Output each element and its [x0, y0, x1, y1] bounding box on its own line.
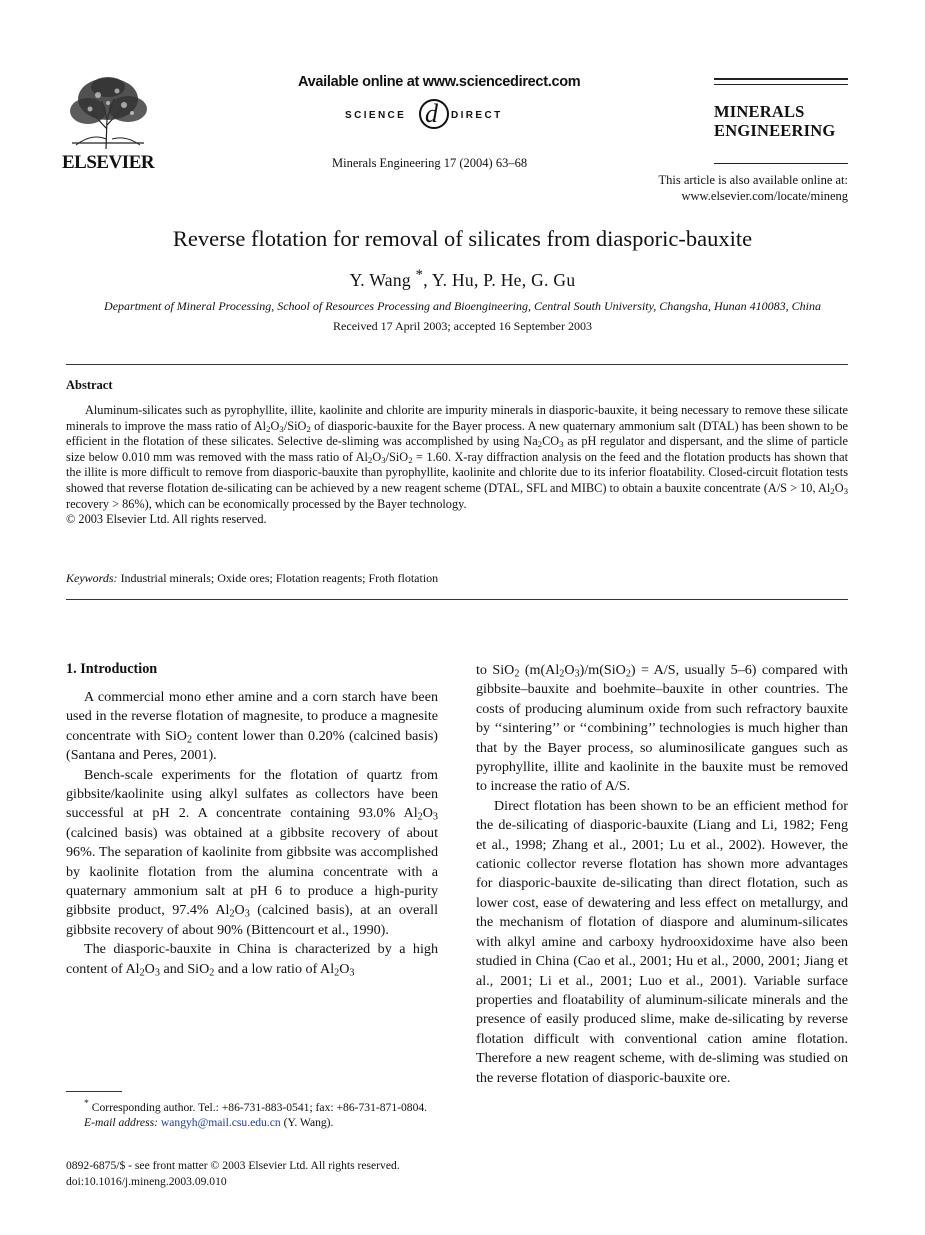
- also-available-note: [658, 173, 848, 204]
- footnote-corresponding: * Corresponding author. Tel.: +86-731-883-0541; fax: +86-731-871-0804.: [84, 1098, 428, 1114]
- left-column: [66, 688, 438, 979]
- publisher-name: ELSEVIER: [62, 152, 155, 173]
- also-available-line1: This article is also available online at:: [658, 173, 848, 187]
- email-link[interactable]: wangyh@mail.csu.edu.cn: [160, 1116, 281, 1130]
- sciencedirect-logo: [345, 96, 523, 132]
- footnote: [66, 1096, 438, 1131]
- author-1: Y. Wang: [349, 269, 411, 290]
- sd-right-text: DIRECT: [451, 110, 503, 121]
- authors-rest: , Y. Hu, P. He, G. Gu: [423, 269, 576, 290]
- abstract-rule-bottom: [66, 599, 848, 600]
- front-matter-info: [66, 1158, 400, 1189]
- also-available-url[interactable]: www.elsevier.com/locate/mineng: [681, 188, 848, 203]
- abstract-copyright: © 2003 Elsevier Ltd. All rights reserved.: [66, 512, 267, 527]
- corresponding-author-mark[interactable]: *: [415, 267, 424, 283]
- paragraph-3: The diasporic-bauxite in China is characterized by a high content of $Al_2O_3$ and SiO$_2$ and a low ratio of $Al_2O_3$: [66, 941, 438, 979]
- available-online-banner: Available online at www.sciencedirect.com: [298, 74, 581, 90]
- paragraph-3-continued: to SiO$_2$ ($m(Al_2O_3)/m(SiO_2) = A/S$, usually 5–6) compared with gibbsite–bauxite and boehmite–bauxite in other countries. The costs of producing aluminum oxide from such refractory bauxite by ‘‘sintering’’ or ‘‘combining’’ technologies is much higher than that by the Bayer process, so aluminosilicate gangues such as pyrophyllite, illite and kaolinite in the bauxite must be removed to increase the ratio of A/S.: [476, 662, 848, 795]
- journal-name-line1: MINERALS: [714, 102, 805, 121]
- keywords: [66, 571, 438, 586]
- footnote-rule: [66, 1091, 122, 1092]
- section-heading-introduction: 1. Introduction: [66, 661, 158, 677]
- received-dates: Received 17 April 2003; accepted 16 September 2003: [333, 319, 592, 333]
- paragraph-2: Bench-scale experiments for the flotation of quartz from gibbsite/kaolinite using alkyl sulfates as collectors have been successful at pH 2. A concentrate containing 93.0% $Al_2O_3$ (calcined basis) was obtained at a gibbsite recovery of about 96%. The separation of kaolinite from gibbsite was accomplished by kaolinite flotation from the alumina concentrate with a quaternary ammonium salt at pH 6 to produce a high-purity gibbsite product, 97.4% $Al_2O_3$ (calcined basis), at an overall gibbsite recovery of about 90% (Bittencourt et al., 1990).: [66, 766, 438, 938]
- sd-left-text: SCIENCE: [345, 110, 407, 121]
- masthead-rule-top: [714, 78, 848, 80]
- author-list: [0, 267, 925, 291]
- keywords-label: Keywords:: [66, 571, 118, 585]
- doi-line[interactable]: doi:10.1016/j.mineng.2003.09.010: [66, 1174, 227, 1188]
- abstract-rule-top: [66, 364, 848, 365]
- footnote-email: E-mail address: wangyh@mail.csu.edu.cn (Y. Wang).: [84, 1116, 334, 1130]
- right-column: [476, 661, 848, 1088]
- paragraph-4: Direct flotation has been shown to be an efficient method for the de-silicating of diasporic-bauxite (Liang and Li, 1982; Feng et al., 1998; Zhang et al., 2001; Lu et al., 2002). However, the cationic collector reverse flotation has shown more advantages for diasporic-bauxite de-silicating than direct flotation, such as lower cost, ease of dewatering and less effect on metallurgy, and the mechanism of flotation of diaspore and aluminum-silicates with alkyl amine and carboxy hydrooxidoxime have also been studied in China (Cao et al., 2001; Hu et al., 2000, 2001; Jiang et al., 2001; Li et al., 2001; Luo et al., 2001). Variable surface properties and floatability of aluminum-silicate minerals and the presence of easily produced slime, make de-silicating by reverse flotation difficult with conventional cation amine flotation. Therefore a new reagent scheme, with de-sliming was studied on the reverse flotation of diasporic-bauxite ore.: [476, 797, 848, 1086]
- abstract-body: Aluminum-silicates such as pyrophyllite, illite, kaolinite and chlorite are impurity minerals in diasporic-bauxite, it being necessary to remove these silicate minerals to improve the mass ratio of $Al_2O_3/SiO_2$ of diasporic-bauxite for the Bayer process. A new quaternary ammonium salt (DTAL) has been shown to be efficient in the flotation of these silicates. Selective de-sliming was accomplished by using $Na_2CO_3$ as pH regulator and dispersant, and the slime of particle size below 0.010 mm was removed with the mass ratio of $Al_2O_3/SiO_2 = 1.60$. X-ray diffraction analysis on the feed and the flotation products has shown that the illite is more difficult to remove from diasporic-bauxite than pyrophyllite, kaolinite and chlorite due to its inferior floatability. Closed-circuit flotation tests showed that reverse flotation de-silicating can be achieved by a new reagent scheme (DTAL, SFL and MIBC) to obtain a bauxite concentrate (A/S > 10, $Al_2O_3$ recovery > 86%), which can be economically processed by the Bayer technology. © 2003 Elsevier Ltd. All rights reserved.: [66, 403, 848, 527]
- journal-reference: Minerals Engineering 17 (2004) 63–68: [332, 156, 528, 170]
- paragraph-1: A commercial mono ether amine and a corn starch have been used in the reverse flotation of magnesite, to produce a magnesite concentrate with SiO$_2$ content lower than 0.20% (calcined basis) (Santana and Peres, 2001).: [66, 689, 439, 764]
- affiliation: Department of Mineral Processing, School of Resources Processing and Bioengineering, Central South University, Changsha, Hunan 410083, China: [104, 299, 821, 313]
- abstract-heading: Abstract: [66, 378, 113, 392]
- svg-text:d: d: [425, 99, 438, 128]
- article-title: Reverse flotation for removal of silicates from diasporic-bauxite: [172, 226, 753, 251]
- masthead-rule-top-thin: [714, 84, 848, 85]
- journal-name: [714, 102, 835, 140]
- keywords-list: Industrial minerals; Oxide ores; Flotation reagents; Froth flotation: [117, 571, 439, 585]
- issn-line: 0892-6875/$ - see front matter © 2003 Elsevier Ltd. All rights reserved.: [66, 1159, 400, 1172]
- masthead-rule-bottom: [714, 163, 848, 164]
- journal-name-line2: ENGINEERING: [714, 121, 836, 140]
